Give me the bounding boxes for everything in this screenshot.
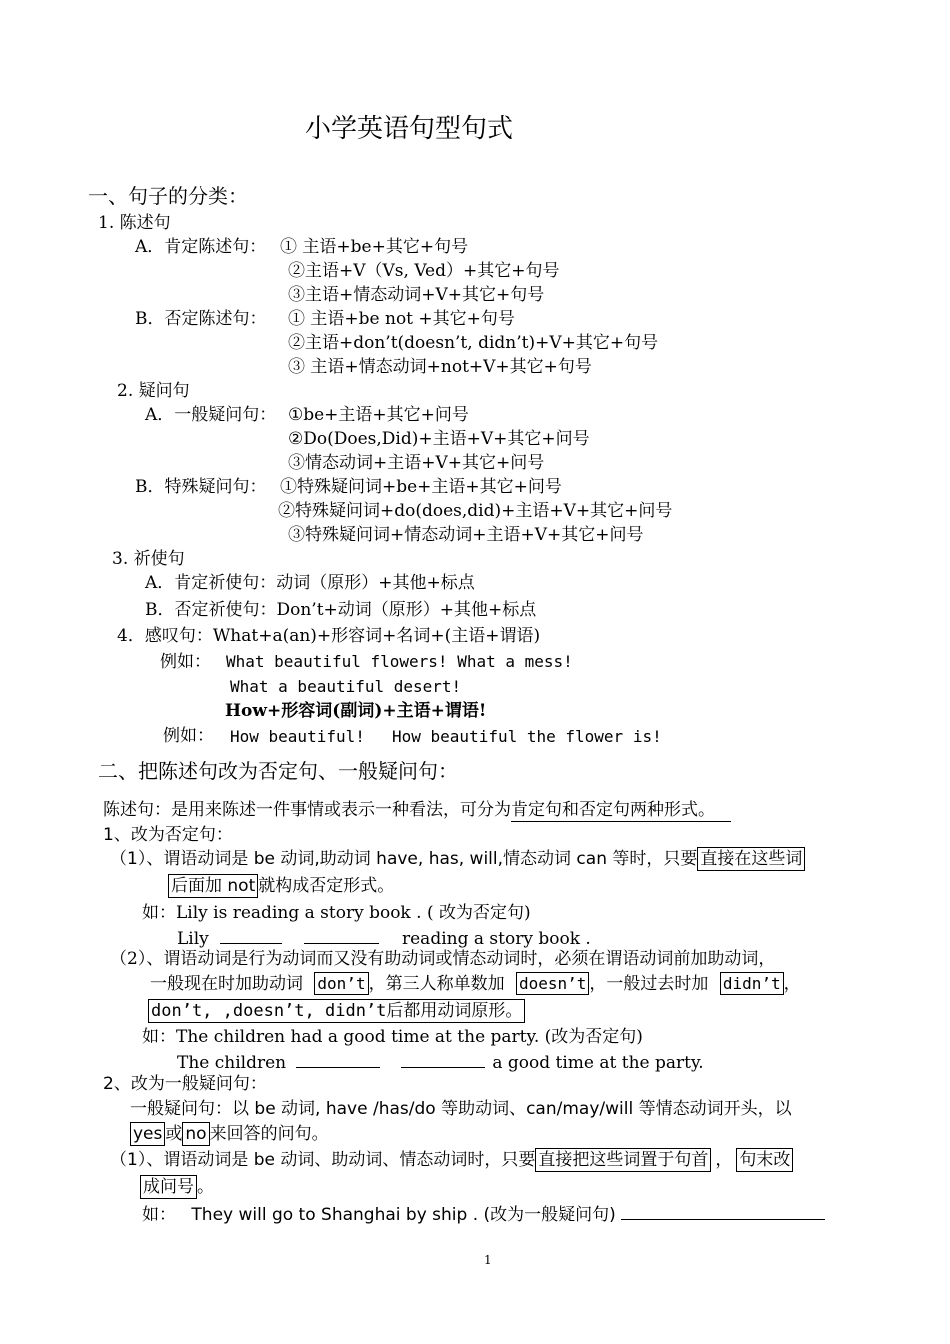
p1-rule2-line1: （2）、谓语动词是行为动词而又没有助动词或情态动词时，必须在谓语动词前加助动词， (110, 949, 776, 969)
p1-rule2-line3 (148, 1003, 525, 1020)
s1-a1: ① 主语+be+其它+句号 (280, 237, 469, 257)
p2-definition-line1: 一般疑问句：以 be 动词, have /has/do 等助动词、can/may/will 等情态动词开头，以 (130, 1099, 792, 1119)
s2-a-label: A．一般疑问句： (145, 405, 277, 425)
p1-rule1-box1: 直接在这些词 (697, 847, 805, 871)
p2-rule1-box2a: 句末改 (736, 1148, 793, 1172)
intro-text: 陈述句：是用来陈述一件事情或表示一种看法，可分为 (103, 800, 511, 820)
p2-example-line (142, 1205, 825, 1224)
p2-rule1-line1 (110, 1152, 793, 1169)
s4-ex3: How beautiful! (230, 727, 365, 746)
p2-yes-box: yes (130, 1122, 165, 1146)
p1-ex2-rest: a good time at the party. (492, 1053, 704, 1073)
page-number: 1 (484, 1253, 492, 1267)
p1-rule2-text-a: 一般现在时加助动词 (150, 974, 303, 994)
p2-rule1-sep: ， (715, 1150, 733, 1170)
s2-a3: ③情态动词+主语+V+其它+问号 (288, 453, 545, 473)
p1-rule2-box-doesnt: doesn’t (516, 972, 589, 995)
s1-a2: ②主语+V（Vs, Ved）+其它+句号 (288, 261, 560, 281)
p2-rule1-line2 (140, 1179, 214, 1196)
p2-ex-blank[interactable] (621, 1205, 825, 1220)
p1-ex1-blank-1[interactable] (220, 929, 282, 944)
s1-b-label: B．否定陈述句： (135, 309, 267, 329)
p2-title: 2、改为一般疑问句： (103, 1074, 267, 1094)
s2-a2: ②Do(Does,Did)+主语+V+其它+问号 (288, 429, 590, 449)
s4-ex4: How beautiful the flower is! (392, 727, 662, 746)
p2-def-end: 来回答的问句。 (209, 1124, 329, 1144)
section-1-heading: 一、句子的分类： (88, 184, 248, 208)
p1-ex2-blank-2[interactable] (401, 1053, 485, 1068)
p1-rule2-box-didnt: didn’t (720, 972, 784, 995)
p1-rule2-text-d: ， (783, 974, 801, 994)
s2-b1: ①特殊疑问词+be+主语+其它+问号 (280, 477, 562, 497)
intro-underlined: 肯定句和否定句两种形式。 (511, 800, 731, 822)
s1-b1: ① 主语+be not +其它+句号 (288, 309, 515, 329)
p2-rule1-text: （1）、谓语动词是 be 动词、助动词、情态动词时，只要 (110, 1150, 536, 1170)
s3-b: B．否定祈使句：Don’t+动词（原形）+其他+标点 (145, 600, 537, 620)
s1-b3: ③ 主语+情态动词+not+V+其它+句号 (288, 357, 592, 377)
p1-rule2-text-b: ，第三人称单数加 (368, 974, 505, 994)
p2-rule1-end: 。 (197, 1177, 214, 1197)
s4-ex2: What a beautiful desert! (230, 677, 462, 696)
p1-rule2-line2 (150, 976, 801, 993)
p1-example-1: 如：Lily is reading a story book . ( 改为否定句) (142, 903, 531, 923)
section-2-heading: 二、把陈述句改为否定句、一般疑问句： (98, 759, 458, 783)
p1-rule1-text: （1）、谓语动词是 be 动词,助动词 have, has, will,情态动词 can 等时，只要 (110, 849, 698, 869)
p1-ex1-subject: Lily (177, 929, 209, 949)
s3-a: A．肯定祈使句：动词（原形）+其他+标点 (145, 573, 475, 593)
page-title: 小学英语句型句式 (305, 114, 514, 144)
intro-line (103, 802, 731, 819)
s2-b3: ③特殊疑问词+情态动词+主语+V+其它+问号 (288, 525, 644, 545)
p1-rule1-line2 (168, 878, 394, 895)
p1-rule2-box-verbs: don’t, ,doesn’t, didn’t后都用动词原形。 (148, 999, 525, 1023)
p1-ex1-blank-2[interactable] (304, 929, 379, 944)
p1-rule1-line1 (110, 851, 805, 868)
p2-rule1-box1: 直接把这些词置于句首 (535, 1148, 711, 1172)
p1-example-1-answer (177, 929, 591, 948)
p1-example-2: 如：The children had a good time at the party. (改为否定句) (142, 1027, 643, 1047)
p1-rule2-box-dont: don’t (314, 972, 368, 995)
p1-ex1-rest: reading a story book . (402, 929, 591, 949)
s1-a3: ③主语+情态动词+V+其它+句号 (288, 285, 545, 305)
s1-title: 1. 陈述句 (98, 213, 171, 233)
s4-ex-label-2: 例如： (163, 726, 214, 746)
s1-b2: ②主语+don’t(doesn’t, didn’t)+V+其它+句号 (288, 333, 659, 353)
s4-how: How+形容词(副词)+主语+谓语! (225, 701, 487, 721)
p1-ex2-blank-1[interactable] (296, 1053, 380, 1068)
p1-rule1-end: 就构成否定形式。 (258, 876, 395, 896)
p2-definition-line2 (130, 1126, 329, 1143)
p2-no-box: no (182, 1122, 209, 1146)
p2-or: 或 (165, 1124, 183, 1144)
s1-a-label: A．肯定陈述句： (135, 237, 267, 257)
p1-ex2-subject: The children (177, 1053, 287, 1073)
p2-ex-label: 如： (142, 1205, 176, 1225)
p1-rule2-text-c: ，一般过去时加 (589, 974, 709, 994)
p1-rule1-box2: 后面加 not (168, 874, 258, 898)
s2-b-label: B．特殊疑问句： (135, 477, 267, 497)
s2-b2: ②特殊疑问词+do(does,did)+主语+V+其它+问号 (278, 501, 673, 521)
s4-ex1: What beautiful flowers! What a mess! (226, 652, 573, 671)
p1-title: 1、改为否定句： (103, 825, 233, 845)
s4-ex-label-1: 例如： (160, 652, 211, 672)
s2-a1: ①be+主语+其它+问号 (288, 405, 469, 425)
p2-rule1-box2b: 成问号 (140, 1175, 197, 1199)
s3-title: 3. 祈使句 (112, 549, 185, 569)
s2-title: 2. 疑问句 (117, 381, 190, 401)
p1-example-2-answer (177, 1053, 704, 1072)
p2-ex-text: They will go to Shanghai by ship . (改为一般疑问句) (191, 1205, 616, 1225)
s4-title: 4．感叹句：What+a(an)+形容词+名词+(主语+谓语) (117, 626, 541, 646)
